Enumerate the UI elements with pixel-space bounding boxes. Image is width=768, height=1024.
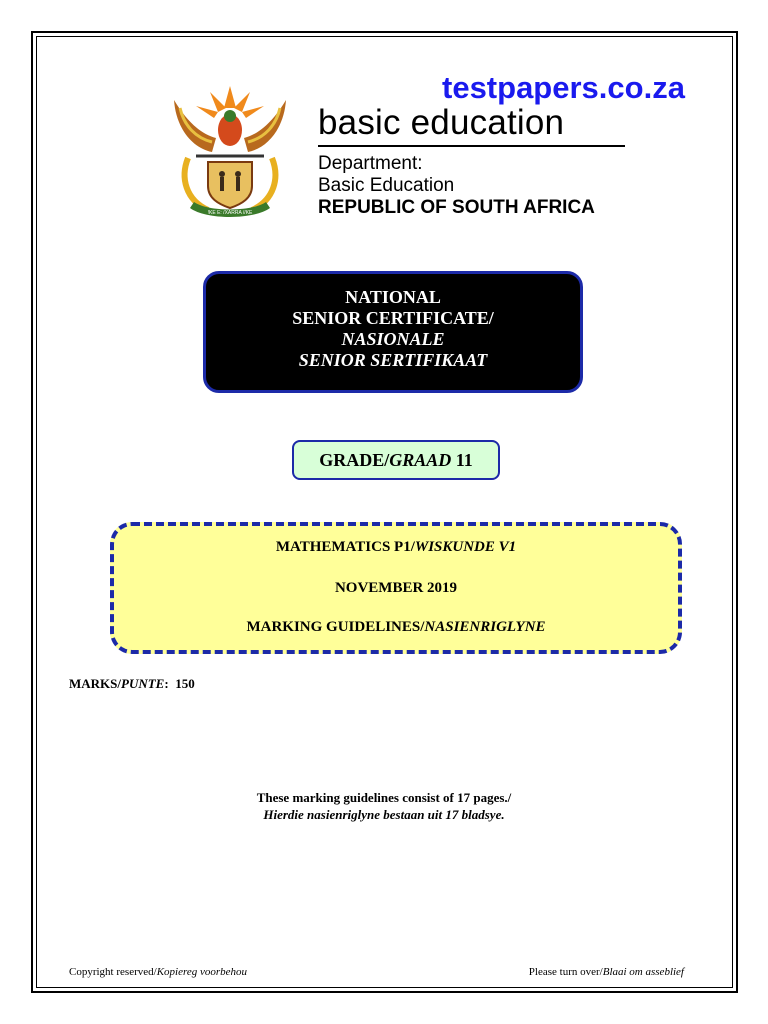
crest-motto: !KE E: /XARRA //KE [207,210,253,216]
certificate-box [203,271,583,393]
grade-label: GRADE/ [319,450,390,470]
certificate-line-senior: SENIOR CERTIFICATE/ [292,308,494,328]
certificate-line-national: NATIONAL [345,287,441,307]
grade-box [292,440,500,480]
exam-subject: MATHEMATICS P1/WISKUNDE V1 [275,539,517,555]
coat-of-arms-logo [166,78,294,222]
brand-title: basic education [318,103,565,142]
marks-value: 150 [175,676,195,691]
page-count-note [0,789,768,823]
watermark-link[interactable]: testpapers.co.za [442,70,685,105]
certificate-line-sertifikaat: SENIOR SERTIFIKAAT [298,350,488,370]
footer-turn-over: Please turn over/Blaai om asseblief [528,966,684,978]
page-count-af: Hierdie nasienriglyne bestaan uit 17 bladsye. [263,807,505,822]
grade-value: 11 [455,450,473,470]
country-name: REPUBLIC OF SOUTH AFRICA [318,197,595,218]
footer-copyright: Copyright reserved/Kopiereg voorbehou [69,966,248,978]
department-name: Basic Education [318,175,455,196]
exam-doc-type: MARKING GUIDELINES/NASIENRIGLYNE [246,619,546,635]
certificate-line-nasionale: NASIONALE [341,329,445,349]
department-header [318,104,625,219]
department-label: Department: [318,153,423,174]
page-count-en: These marking guidelines consist of 17 pages./ [256,790,512,805]
exam-date: NOVEMBER 2019 [334,580,458,596]
total-marks: MARKS/PUNTE: 150 [69,676,195,691]
exam-info-box [110,522,682,654]
brand-divider [318,145,625,147]
grade-label-af: GRAAD [389,450,452,470]
